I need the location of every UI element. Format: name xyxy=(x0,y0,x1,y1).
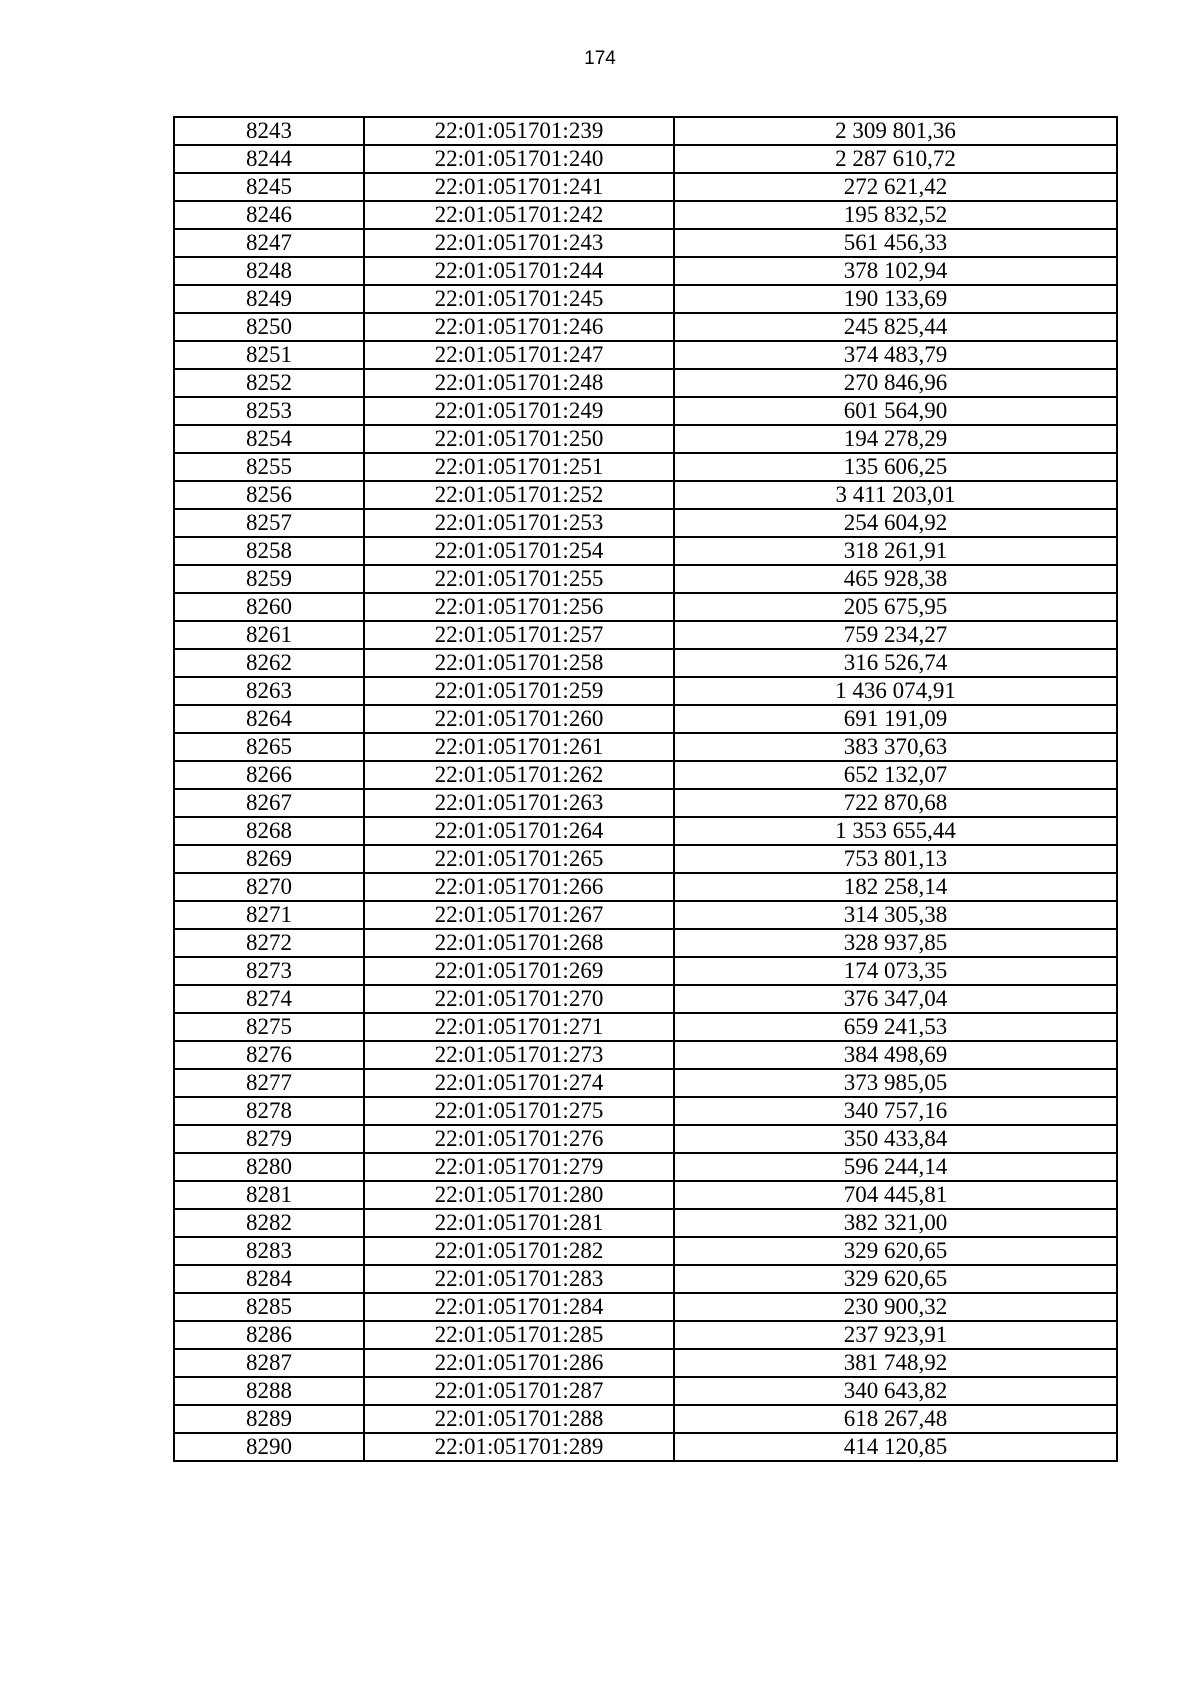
cadastral-number-cell: 22:01:051701:275 xyxy=(364,1097,674,1125)
cadastral-number-cell: 22:01:051701:287 xyxy=(364,1377,674,1405)
table-row xyxy=(174,1405,1117,1433)
row-number-cell: 8245 xyxy=(174,173,364,201)
table-row xyxy=(174,397,1117,425)
table-row xyxy=(174,593,1117,621)
row-number-cell: 8270 xyxy=(174,873,364,901)
table-row xyxy=(174,117,1117,145)
cadastral-value-cell: 618 267,48 xyxy=(674,1405,1117,1433)
row-number-cell: 8271 xyxy=(174,901,364,929)
cadastral-number-cell: 22:01:051701:261 xyxy=(364,733,674,761)
row-number-cell: 8275 xyxy=(174,1013,364,1041)
cadastral-value-cell: 329 620,65 xyxy=(674,1237,1117,1265)
table-row xyxy=(174,1377,1117,1405)
cadastral-value-cell: 174 073,35 xyxy=(674,957,1117,985)
cadastral-value-cell: 753 801,13 xyxy=(674,845,1117,873)
table-row xyxy=(174,677,1117,705)
table-row xyxy=(174,789,1117,817)
table-row xyxy=(174,649,1117,677)
cadastral-number-cell: 22:01:051701:259 xyxy=(364,677,674,705)
cadastral-number-cell: 22:01:051701:240 xyxy=(364,145,674,173)
table-row xyxy=(174,1349,1117,1377)
table-row xyxy=(174,733,1117,761)
row-number-cell: 8250 xyxy=(174,313,364,341)
cadastral-number-cell: 22:01:051701:251 xyxy=(364,453,674,481)
table-body xyxy=(174,117,1117,1461)
row-number-cell: 8246 xyxy=(174,201,364,229)
cadastral-value-cell: 1 353 655,44 xyxy=(674,817,1117,845)
cadastral-number-cell: 22:01:051701:252 xyxy=(364,481,674,509)
row-number-cell: 8283 xyxy=(174,1237,364,1265)
row-number-cell: 8257 xyxy=(174,509,364,537)
table-row xyxy=(174,1237,1117,1265)
cadastral-value-cell: 318 261,91 xyxy=(674,537,1117,565)
row-number-cell: 8268 xyxy=(174,817,364,845)
cadastral-number-cell: 22:01:051701:264 xyxy=(364,817,674,845)
row-number-cell: 8253 xyxy=(174,397,364,425)
cadastral-value-cell: 465 928,38 xyxy=(674,565,1117,593)
cadastral-number-cell: 22:01:051701:263 xyxy=(364,789,674,817)
cadastral-number-cell: 22:01:051701:289 xyxy=(364,1433,674,1461)
cadastral-number-cell: 22:01:051701:245 xyxy=(364,285,674,313)
row-number-cell: 8262 xyxy=(174,649,364,677)
row-number-cell: 8243 xyxy=(174,117,364,145)
cadastral-number-cell: 22:01:051701:276 xyxy=(364,1125,674,1153)
cadastral-number-cell: 22:01:051701:248 xyxy=(364,369,674,397)
row-number-cell: 8244 xyxy=(174,145,364,173)
cadastral-value-cell: 383 370,63 xyxy=(674,733,1117,761)
table-row xyxy=(174,425,1117,453)
cadastral-number-cell: 22:01:051701:260 xyxy=(364,705,674,733)
row-number-cell: 8252 xyxy=(174,369,364,397)
row-number-cell: 8273 xyxy=(174,957,364,985)
cadastral-value-cell: 205 675,95 xyxy=(674,593,1117,621)
cadastral-number-cell: 22:01:051701:262 xyxy=(364,761,674,789)
cadastral-number-cell: 22:01:051701:281 xyxy=(364,1209,674,1237)
row-number-cell: 8281 xyxy=(174,1181,364,1209)
row-number-cell: 8285 xyxy=(174,1293,364,1321)
table-row xyxy=(174,369,1117,397)
cadastral-number-cell: 22:01:051701:268 xyxy=(364,929,674,957)
cadastral-number-cell: 22:01:051701:271 xyxy=(364,1013,674,1041)
table-row xyxy=(174,1041,1117,1069)
row-number-cell: 8260 xyxy=(174,593,364,621)
table-row xyxy=(174,1013,1117,1041)
cadastral-number-cell: 22:01:051701:279 xyxy=(364,1153,674,1181)
row-number-cell: 8248 xyxy=(174,257,364,285)
cadastral-value-cell: 195 832,52 xyxy=(674,201,1117,229)
table-row xyxy=(174,1153,1117,1181)
cadastral-value-cell: 182 258,14 xyxy=(674,873,1117,901)
table-row xyxy=(174,705,1117,733)
table-row xyxy=(174,817,1117,845)
cadastral-number-cell: 22:01:051701:241 xyxy=(364,173,674,201)
cadastral-number-cell: 22:01:051701:249 xyxy=(364,397,674,425)
cadastral-value-cell: 350 433,84 xyxy=(674,1125,1117,1153)
cadastral-value-cell: 340 757,16 xyxy=(674,1097,1117,1125)
table-row xyxy=(174,1265,1117,1293)
row-number-cell: 8277 xyxy=(174,1069,364,1097)
cadastral-value-cell: 601 564,90 xyxy=(674,397,1117,425)
row-number-cell: 8266 xyxy=(174,761,364,789)
cadastral-value-cell: 659 241,53 xyxy=(674,1013,1117,1041)
table-row xyxy=(174,1209,1117,1237)
cadastral-value-cell: 704 445,81 xyxy=(674,1181,1117,1209)
row-number-cell: 8267 xyxy=(174,789,364,817)
cadastral-value-cell: 759 234,27 xyxy=(674,621,1117,649)
table-row xyxy=(174,957,1117,985)
cadastral-number-cell: 22:01:051701:288 xyxy=(364,1405,674,1433)
cadastral-value-cell: 270 846,96 xyxy=(674,369,1117,397)
cadastral-number-cell: 22:01:051701:242 xyxy=(364,201,674,229)
cadastral-value-table xyxy=(173,116,1118,1462)
table-row xyxy=(174,453,1117,481)
row-number-cell: 8259 xyxy=(174,565,364,593)
table-row xyxy=(174,929,1117,957)
cadastral-value-cell: 652 132,07 xyxy=(674,761,1117,789)
cadastral-number-cell: 22:01:051701:273 xyxy=(364,1041,674,1069)
table-row xyxy=(174,1321,1117,1349)
cadastral-number-cell: 22:01:051701:244 xyxy=(364,257,674,285)
row-number-cell: 8272 xyxy=(174,929,364,957)
cadastral-value-cell: 382 321,00 xyxy=(674,1209,1117,1237)
cadastral-value-cell: 2 309 801,36 xyxy=(674,117,1117,145)
cadastral-number-cell: 22:01:051701:257 xyxy=(364,621,674,649)
cadastral-number-cell: 22:01:051701:239 xyxy=(364,117,674,145)
table-row xyxy=(174,1097,1117,1125)
row-number-cell: 8278 xyxy=(174,1097,364,1125)
table-row xyxy=(174,481,1117,509)
cadastral-value-cell: 329 620,65 xyxy=(674,1265,1117,1293)
table-row xyxy=(174,565,1117,593)
cadastral-value-cell: 384 498,69 xyxy=(674,1041,1117,1069)
cadastral-number-cell: 22:01:051701:247 xyxy=(364,341,674,369)
table-row xyxy=(174,173,1117,201)
cadastral-number-cell: 22:01:051701:285 xyxy=(364,1321,674,1349)
cadastral-value-cell: 378 102,94 xyxy=(674,257,1117,285)
cadastral-value-cell: 373 985,05 xyxy=(674,1069,1117,1097)
cadastral-value-cell: 272 621,42 xyxy=(674,173,1117,201)
cadastral-number-cell: 22:01:051701:256 xyxy=(364,593,674,621)
table-row xyxy=(174,873,1117,901)
row-number-cell: 8279 xyxy=(174,1125,364,1153)
cadastral-value-cell: 691 191,09 xyxy=(674,705,1117,733)
row-number-cell: 8274 xyxy=(174,985,364,1013)
page-number: 174 xyxy=(584,48,616,69)
row-number-cell: 8290 xyxy=(174,1433,364,1461)
cadastral-number-cell: 22:01:051701:243 xyxy=(364,229,674,257)
row-number-cell: 8249 xyxy=(174,285,364,313)
cadastral-number-cell: 22:01:051701:253 xyxy=(364,509,674,537)
table-row xyxy=(174,1293,1117,1321)
table-row xyxy=(174,537,1117,565)
row-number-cell: 8258 xyxy=(174,537,364,565)
row-number-cell: 8256 xyxy=(174,481,364,509)
row-number-cell: 8265 xyxy=(174,733,364,761)
cadastral-number-cell: 22:01:051701:286 xyxy=(364,1349,674,1377)
cadastral-number-cell: 22:01:051701:246 xyxy=(364,313,674,341)
cadastral-number-cell: 22:01:051701:266 xyxy=(364,873,674,901)
cadastral-value-cell: 314 305,38 xyxy=(674,901,1117,929)
cadastral-value-cell: 381 748,92 xyxy=(674,1349,1117,1377)
row-number-cell: 8289 xyxy=(174,1405,364,1433)
row-number-cell: 8287 xyxy=(174,1349,364,1377)
row-number-cell: 8286 xyxy=(174,1321,364,1349)
table-row xyxy=(174,1069,1117,1097)
table-row xyxy=(174,285,1117,313)
table-row xyxy=(174,1181,1117,1209)
row-number-cell: 8263 xyxy=(174,677,364,705)
row-number-cell: 8251 xyxy=(174,341,364,369)
cadastral-number-cell: 22:01:051701:265 xyxy=(364,845,674,873)
cadastral-value-cell: 722 870,68 xyxy=(674,789,1117,817)
cadastral-value-cell: 3 411 203,01 xyxy=(674,481,1117,509)
row-number-cell: 8254 xyxy=(174,425,364,453)
cadastral-value-cell: 254 604,92 xyxy=(674,509,1117,537)
row-number-cell: 8276 xyxy=(174,1041,364,1069)
cadastral-value-cell: 194 278,29 xyxy=(674,425,1117,453)
cadastral-number-cell: 22:01:051701:255 xyxy=(364,565,674,593)
row-number-cell: 8264 xyxy=(174,705,364,733)
cadastral-value-cell: 340 643,82 xyxy=(674,1377,1117,1405)
cadastral-value-cell: 374 483,79 xyxy=(674,341,1117,369)
table-row xyxy=(174,313,1117,341)
table-row xyxy=(174,621,1117,649)
cadastral-value-cell: 596 244,14 xyxy=(674,1153,1117,1181)
table-row xyxy=(174,145,1117,173)
cadastral-number-cell: 22:01:051701:267 xyxy=(364,901,674,929)
table-row xyxy=(174,845,1117,873)
cadastral-value-cell: 230 900,32 xyxy=(674,1293,1117,1321)
cadastral-value-cell: 328 937,85 xyxy=(674,929,1117,957)
cadastral-number-cell: 22:01:051701:269 xyxy=(364,957,674,985)
cadastral-value-cell: 135 606,25 xyxy=(674,453,1117,481)
cadastral-number-cell: 22:01:051701:254 xyxy=(364,537,674,565)
cadastral-value-cell: 1 436 074,91 xyxy=(674,677,1117,705)
row-number-cell: 8255 xyxy=(174,453,364,481)
table-row xyxy=(174,985,1117,1013)
row-number-cell: 8247 xyxy=(174,229,364,257)
cadastral-value-cell: 190 133,69 xyxy=(674,285,1117,313)
cadastral-value-cell: 237 923,91 xyxy=(674,1321,1117,1349)
cadastral-number-cell: 22:01:051701:270 xyxy=(364,985,674,1013)
cadastral-number-cell: 22:01:051701:274 xyxy=(364,1069,674,1097)
row-number-cell: 8261 xyxy=(174,621,364,649)
cadastral-value-cell: 316 526,74 xyxy=(674,649,1117,677)
row-number-cell: 8288 xyxy=(174,1377,364,1405)
cadastral-value-cell: 2 287 610,72 xyxy=(674,145,1117,173)
table-row xyxy=(174,901,1117,929)
table-row xyxy=(174,341,1117,369)
cadastral-number-cell: 22:01:051701:282 xyxy=(364,1237,674,1265)
cadastral-number-cell: 22:01:051701:250 xyxy=(364,425,674,453)
cadastral-number-cell: 22:01:051701:258 xyxy=(364,649,674,677)
cadastral-number-cell: 22:01:051701:284 xyxy=(364,1293,674,1321)
cadastral-value-cell: 561 456,33 xyxy=(674,229,1117,257)
cadastral-value-cell: 414 120,85 xyxy=(674,1433,1117,1461)
table-row xyxy=(174,1125,1117,1153)
table-row xyxy=(174,257,1117,285)
row-number-cell: 8284 xyxy=(174,1265,364,1293)
row-number-cell: 8280 xyxy=(174,1153,364,1181)
row-number-cell: 8282 xyxy=(174,1209,364,1237)
table-row xyxy=(174,229,1117,257)
table-row xyxy=(174,201,1117,229)
table-row xyxy=(174,761,1117,789)
cadastral-number-cell: 22:01:051701:280 xyxy=(364,1181,674,1209)
table-row xyxy=(174,1433,1117,1461)
cadastral-number-cell: 22:01:051701:283 xyxy=(364,1265,674,1293)
cadastral-value-cell: 245 825,44 xyxy=(674,313,1117,341)
cadastral-value-cell: 376 347,04 xyxy=(674,985,1117,1013)
row-number-cell: 8269 xyxy=(174,845,364,873)
table-row xyxy=(174,509,1117,537)
